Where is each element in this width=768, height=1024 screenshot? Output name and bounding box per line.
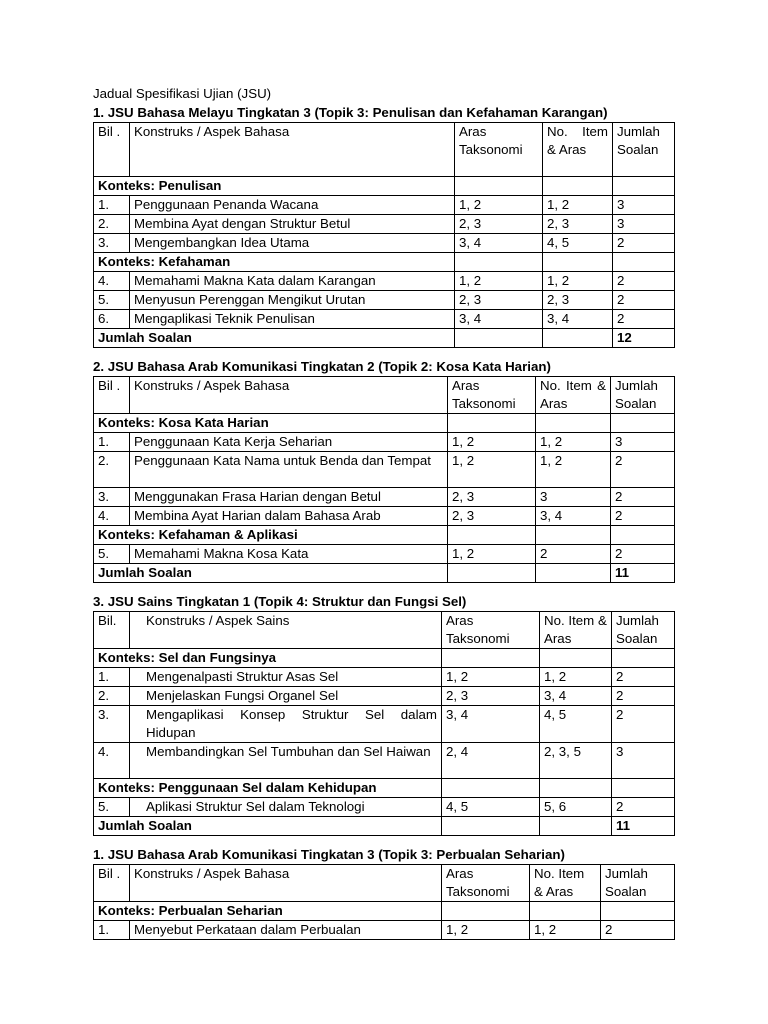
cell-konstruk: Mengenalpasti Struktur Asas Sel	[130, 668, 442, 687]
cell-aras: 2, 3	[448, 507, 536, 526]
header-konstruk: Konstruks / Aspek Bahasa	[130, 865, 442, 902]
cell-konstruk: Aplikasi Struktur Sel dalam Teknologi	[130, 798, 442, 817]
header-item: No. Item & Aras	[543, 123, 613, 177]
cell-bil: 2.	[94, 687, 130, 706]
header-item: No. Item & Aras	[540, 612, 612, 649]
table-row	[94, 272, 675, 291]
cell-jumlah: 2	[613, 234, 675, 253]
total-value: 12	[613, 329, 675, 348]
cell-item: 2, 3, 5	[540, 743, 612, 779]
header-bil: Bil .	[94, 377, 130, 414]
total-value: 11	[612, 817, 675, 836]
cell-item: 1, 2	[543, 196, 613, 215]
table-3-title: 3. JSU Sains Tingkatan 1 (Topik 4: Struktur dan Fungsi Sel)	[93, 594, 467, 609]
cell-jumlah: 2	[611, 452, 675, 488]
cell-jumlah: 2	[611, 488, 675, 507]
total-row	[94, 817, 675, 836]
konteks-row	[94, 526, 675, 545]
document-title: Jadual Spesifikasi Ujian (JSU)	[93, 86, 272, 101]
header-jumlah: Jumlah Soalan	[611, 377, 675, 414]
cell-item: 4, 5	[543, 234, 613, 253]
table-row	[94, 687, 675, 706]
table-row	[94, 507, 675, 526]
cell-aras: 3, 4	[455, 310, 543, 329]
cell-jumlah: 2	[611, 507, 675, 526]
total-row	[94, 564, 675, 583]
cell-bil: 5.	[94, 545, 130, 564]
cell-item: 1, 2	[536, 452, 611, 488]
cell-bil: 6.	[94, 310, 130, 329]
konteks-row	[94, 779, 675, 798]
cell-konstruk: Membina Ayat dengan Struktur Betul	[130, 215, 455, 234]
cell-bil: 4.	[94, 743, 130, 779]
table-row	[94, 545, 675, 564]
cell-bil: 3.	[94, 488, 130, 507]
cell-konstruk: Menjelaskan Fungsi Organel Sel	[130, 687, 442, 706]
cell-aras: 3, 4	[455, 234, 543, 253]
total-value: 11	[611, 564, 675, 583]
konteks-label: Konteks: Sel dan Fungsinya	[94, 649, 442, 668]
table-2-title: 2. JSU Bahasa Arab Komunikasi Tingkatan 2 (Topik 2: Kosa Kata Harian)	[93, 359, 551, 374]
table-row	[94, 291, 675, 310]
cell-bil: 1.	[94, 921, 130, 940]
konteks-row	[94, 253, 675, 272]
cell-jumlah: 2	[611, 545, 675, 564]
konteks-row	[94, 649, 675, 668]
cell-bil: 4.	[94, 272, 130, 291]
cell-aras: 4, 5	[442, 798, 540, 817]
cell-item: 1, 2	[530, 921, 601, 940]
table-row	[94, 921, 675, 940]
cell-item: 2	[536, 545, 611, 564]
total-label: Jumlah Soalan	[94, 329, 455, 348]
konteks-label: Konteks: Penggunaan Sel dalam Kehidupan	[94, 779, 442, 798]
cell-konstruk: Penggunaan Kata Nama untuk Benda dan Tempat	[130, 452, 448, 488]
cell-bil: 1.	[94, 668, 130, 687]
cell-aras: 1, 2	[455, 196, 543, 215]
cell-jumlah: 2	[613, 291, 675, 310]
cell-jumlah: 3	[612, 743, 675, 779]
cell-jumlah: 2	[612, 706, 675, 743]
cell-bil: 3.	[94, 706, 130, 743]
konteks-label: Konteks: Kefahaman	[94, 253, 455, 272]
cell-bil: 5.	[94, 798, 130, 817]
cell-konstruk: Menggunakan Frasa Harian dengan Betul	[130, 488, 448, 507]
cell-jumlah: 2	[613, 310, 675, 329]
cell-aras: 2, 3	[448, 488, 536, 507]
cell-item: 3, 4	[543, 310, 613, 329]
cell-item: 2, 3	[543, 215, 613, 234]
konteks-row	[94, 902, 675, 921]
table-header-row	[94, 123, 675, 177]
cell-aras: 1, 2	[448, 452, 536, 488]
cell-aras: 1, 2	[448, 545, 536, 564]
cell-konstruk: Memahami Makna Kata dalam Karangan	[130, 272, 455, 291]
cell-aras: 1, 2	[448, 433, 536, 452]
cell-bil: 1.	[94, 196, 130, 215]
header-bil: Bil .	[94, 123, 130, 177]
cell-aras: 1, 2	[455, 272, 543, 291]
jsu-table-3	[93, 611, 675, 836]
jsu-table-2	[93, 376, 675, 583]
header-aras: Aras Taksonomi	[442, 865, 530, 902]
header-konstruk: Konstruks / Aspek Sains	[130, 612, 442, 649]
cell-item: 5, 6	[540, 798, 612, 817]
table-row	[94, 706, 675, 743]
jsu-table-4	[93, 864, 675, 940]
cell-jumlah: 2	[612, 668, 675, 687]
table-row	[94, 743, 675, 779]
header-aras: Aras Taksonomi	[442, 612, 540, 649]
cell-konstruk: Mengaplikasi Teknik Penulisan	[130, 310, 455, 329]
konteks-row	[94, 414, 675, 433]
konteks-label: Konteks: Kefahaman & Aplikasi	[94, 526, 448, 545]
header-bil: Bil .	[94, 865, 130, 902]
cell-konstruk: Menyusun Perenggan Mengikut Urutan	[130, 291, 455, 310]
table-row	[94, 196, 675, 215]
cell-aras: 1, 2	[442, 668, 540, 687]
table-header-row	[94, 612, 675, 649]
cell-item: 2, 3	[543, 291, 613, 310]
cell-item: 4, 5	[540, 706, 612, 743]
total-label: Jumlah Soalan	[94, 564, 448, 583]
table-row	[94, 488, 675, 507]
jsu-table-1	[93, 122, 675, 348]
cell-konstruk: Menyebut Perkataan dalam Perbualan	[130, 921, 442, 940]
header-jumlah: Jumlah Soalan	[601, 865, 675, 902]
cell-konstruk: Membandingkan Sel Tumbuhan dan Sel Haiwan	[130, 743, 442, 779]
table-row	[94, 215, 675, 234]
cell-item: 3, 4	[536, 507, 611, 526]
header-jumlah: Jumlah Soalan	[612, 612, 675, 649]
cell-bil: 2.	[94, 215, 130, 234]
konteks-label: Konteks: Kosa Kata Harian	[94, 414, 448, 433]
table-1-title: 1. JSU Bahasa Melayu Tingkatan 3 (Topik 3: Penulisan dan Kefahaman Karangan)	[93, 105, 608, 120]
cell-bil: 2.	[94, 452, 130, 488]
cell-aras: 2, 4	[442, 743, 540, 779]
cell-bil: 5.	[94, 291, 130, 310]
cell-aras: 2, 3	[442, 687, 540, 706]
cell-bil: 4.	[94, 507, 130, 526]
cell-konstruk: Penggunaan Penanda Wacana	[130, 196, 455, 215]
cell-item: 1, 2	[536, 433, 611, 452]
cell-aras: 3, 4	[442, 706, 540, 743]
cell-jumlah: 3	[613, 215, 675, 234]
cell-item: 3	[536, 488, 611, 507]
konteks-row	[94, 177, 675, 196]
header-aras: Aras Taksonomi	[455, 123, 543, 177]
cell-jumlah: 2	[612, 798, 675, 817]
cell-jumlah: 3	[613, 196, 675, 215]
header-konstruk: Konstruks / Aspek Bahasa	[130, 123, 455, 177]
cell-konstruk: Membina Ayat Harian dalam Bahasa Arab	[130, 507, 448, 526]
table-header-row	[94, 377, 675, 414]
total-label: Jumlah Soalan	[94, 817, 442, 836]
cell-jumlah: 2	[612, 687, 675, 706]
konteks-label: Konteks: Penulisan	[94, 177, 455, 196]
total-row	[94, 329, 675, 348]
header-item: No. Item & Aras	[530, 865, 601, 902]
header-konstruk: Konstruks / Aspek Bahasa	[130, 377, 448, 414]
cell-item: 1, 2	[543, 272, 613, 291]
cell-item: 1, 2	[540, 668, 612, 687]
table-header-row	[94, 865, 675, 902]
table-row	[94, 433, 675, 452]
header-item: No. Item & Aras	[536, 377, 611, 414]
cell-item: 3, 4	[540, 687, 612, 706]
cell-konstruk: Mengaplikasi Konsep Struktur Sel dalam Hidupan	[130, 706, 442, 743]
konteks-label: Konteks: Perbualan Seharian	[94, 902, 442, 921]
table-row	[94, 234, 675, 253]
cell-aras: 2, 3	[455, 291, 543, 310]
header-jumlah: Jumlah Soalan	[613, 123, 675, 177]
table-4-title: 1. JSU Bahasa Arab Komunikasi Tingkatan 3 (Topik 3: Perbualan Seharian)	[93, 847, 565, 862]
table-row	[94, 452, 675, 488]
cell-konstruk: Mengembangkan Idea Utama	[130, 234, 455, 253]
header-bil: Bil.	[94, 612, 130, 649]
cell-jumlah: 2	[613, 272, 675, 291]
cell-jumlah: 3	[611, 433, 675, 452]
cell-bil: 1.	[94, 433, 130, 452]
cell-aras: 2, 3	[455, 215, 543, 234]
header-aras: Aras Taksonomi	[448, 377, 536, 414]
table-row	[94, 668, 675, 687]
cell-bil: 3.	[94, 234, 130, 253]
cell-jumlah: 2	[601, 921, 675, 940]
table-row	[94, 310, 675, 329]
cell-konstruk: Memahami Makna Kosa Kata	[130, 545, 448, 564]
cell-konstruk: Penggunaan Kata Kerja Seharian	[130, 433, 448, 452]
cell-aras: 1, 2	[442, 921, 530, 940]
table-row	[94, 798, 675, 817]
